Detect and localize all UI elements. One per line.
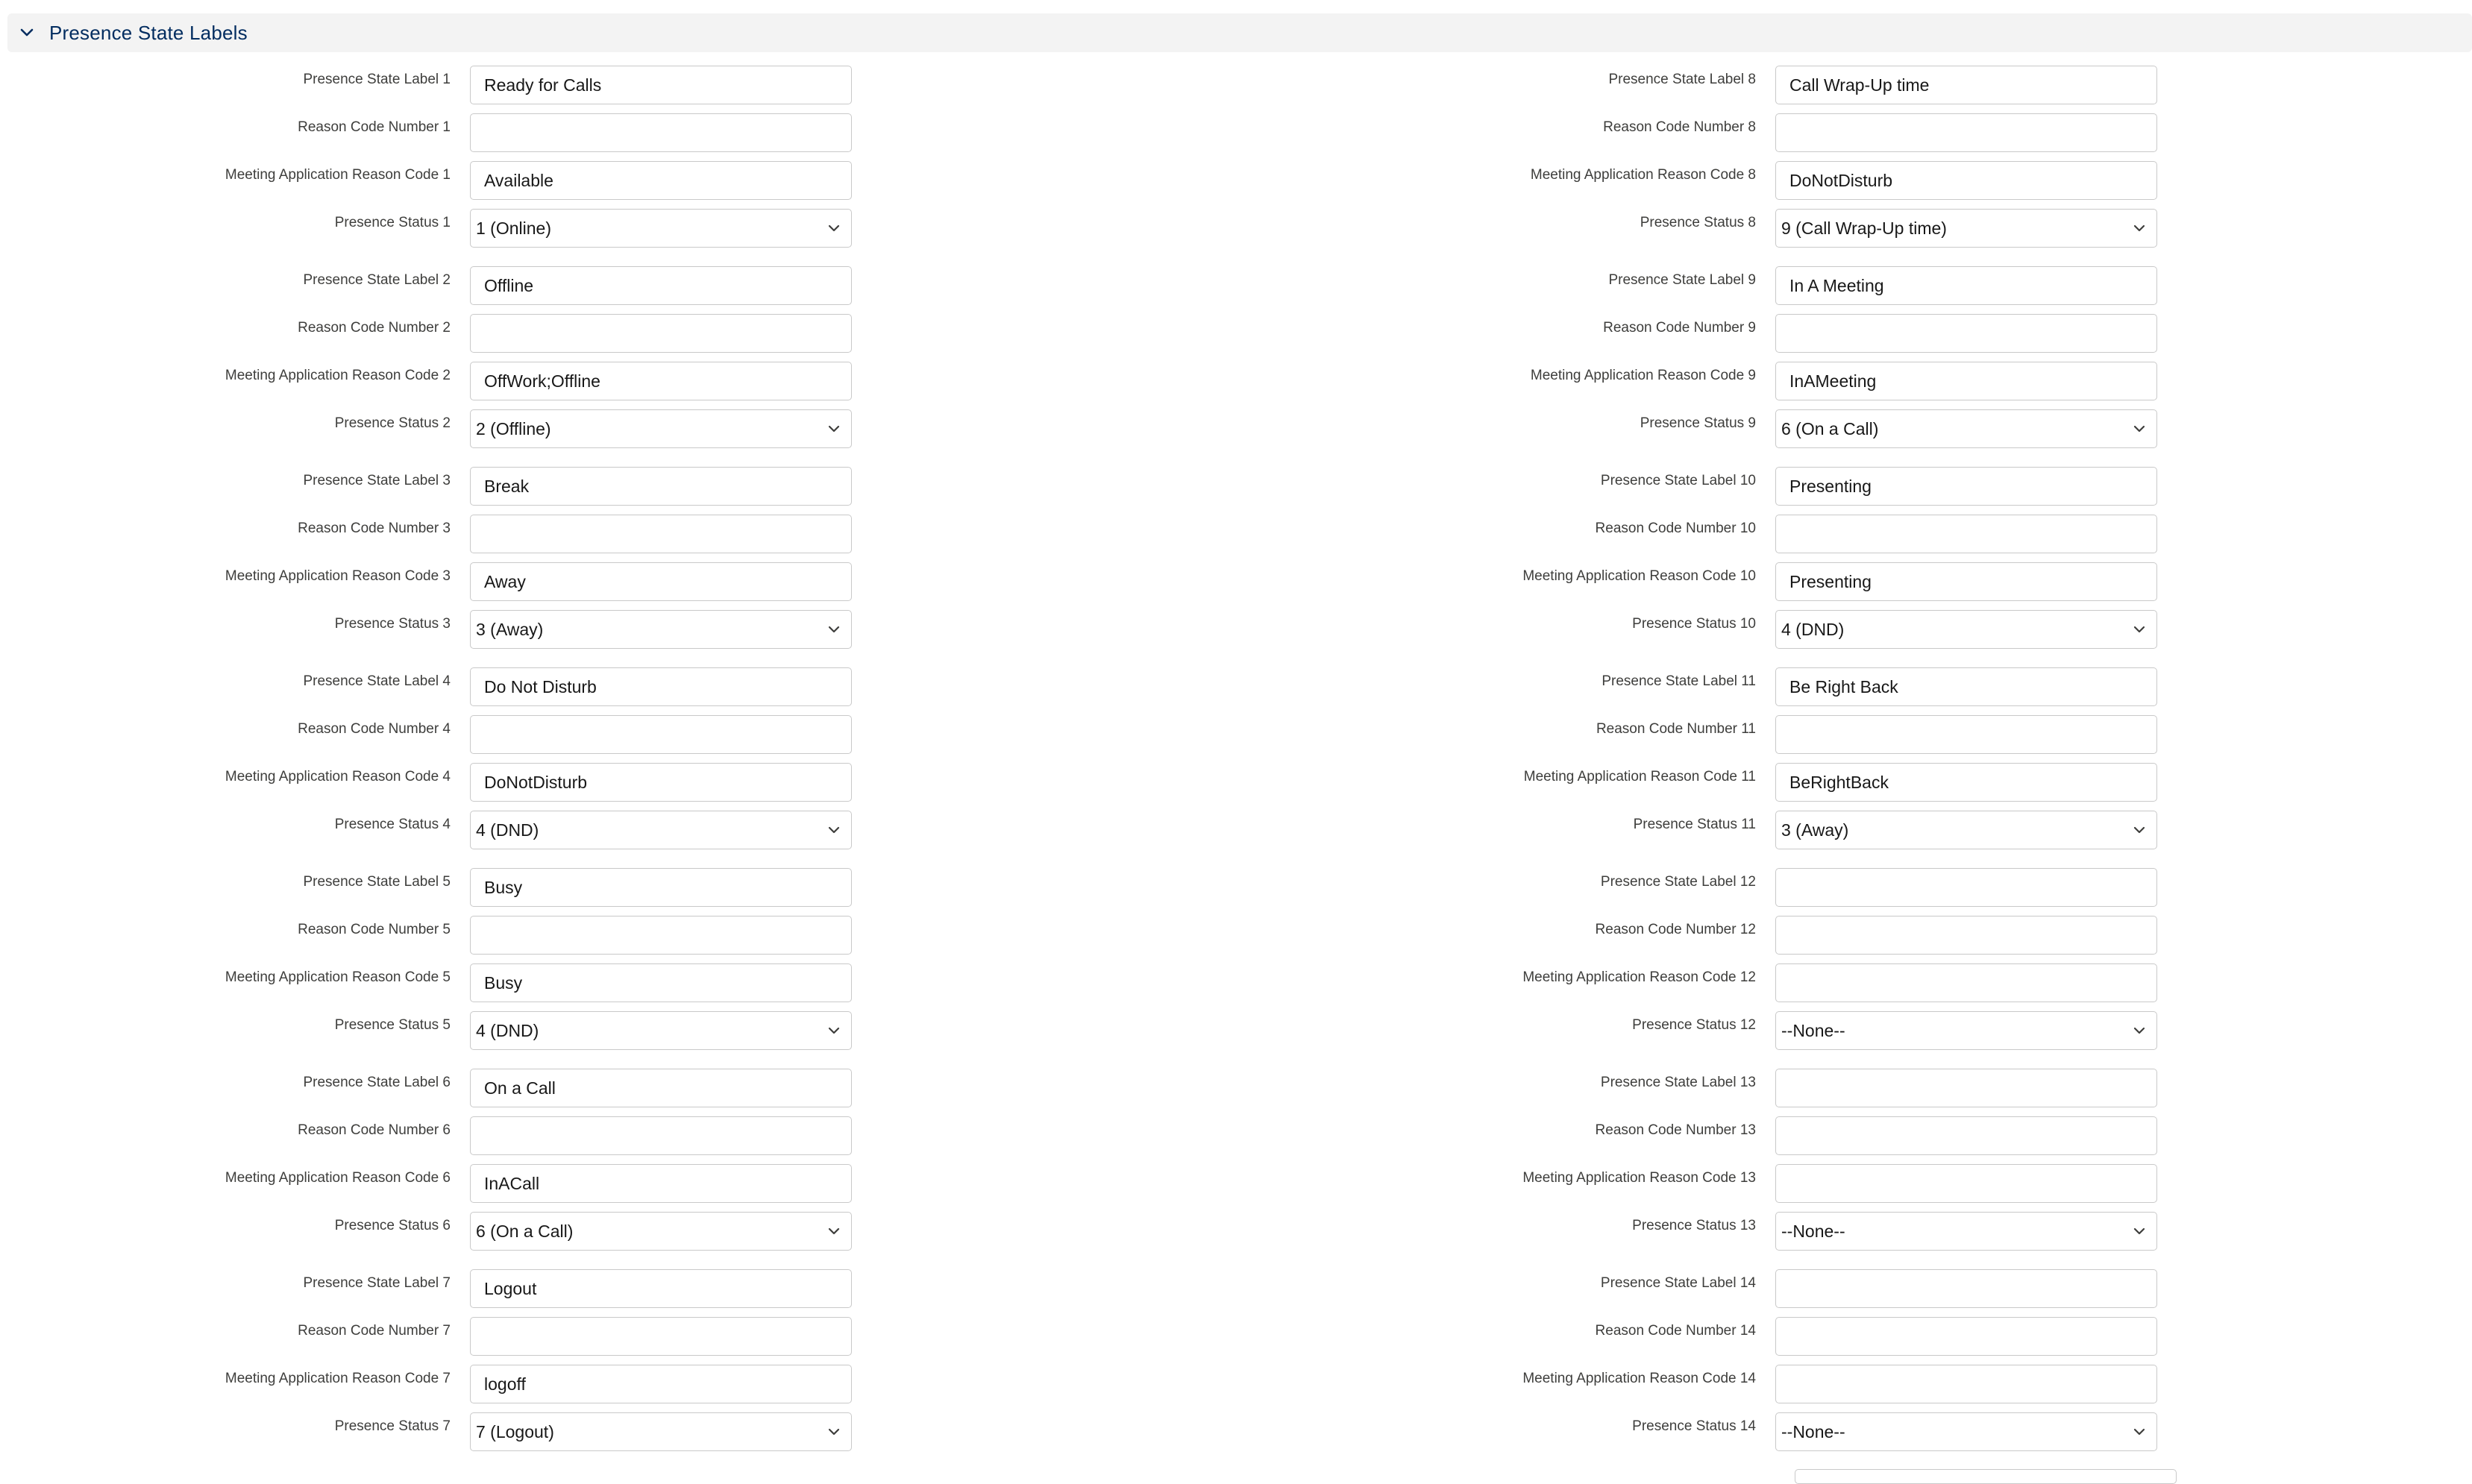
presence-state-label-11-value: Be Right Back (1789, 676, 1898, 697)
chevron-down-icon (826, 421, 842, 437)
reason-code-number-12-label: Reason Code Number 12 (1595, 922, 1756, 937)
presence-status-3-select[interactable] (470, 610, 852, 649)
presence-status-7-label: Presence Status 7 (334, 1418, 451, 1434)
presence-state-label-9-input[interactable] (1775, 266, 2157, 305)
presence-state-label-10-label: Presence State Label 10 (1600, 473, 1756, 488)
form-row (0, 467, 873, 515)
presence-status-13-value: --None-- (1781, 1221, 1845, 1241)
meeting-app-reason-code-2-label: Meeting Application Reason Code 2 (225, 368, 451, 383)
form-row (1305, 113, 2178, 161)
meeting-app-reason-code-2-input[interactable] (470, 362, 852, 400)
presence-state-label-6-value: On a Call (484, 1078, 556, 1098)
presence-state-group-7 (0, 1269, 873, 1460)
meeting-app-reason-code-6-value: InACall (484, 1173, 540, 1193)
reason-code-number-5-input[interactable] (470, 916, 852, 955)
reason-code-number-14-input[interactable] (1775, 1317, 2157, 1356)
form-row (0, 1164, 873, 1212)
presence-state-label-4-value: Do Not Disturb (484, 676, 597, 697)
presence-state-group-13 (1305, 1069, 2178, 1260)
presence-state-label-2-input[interactable] (470, 266, 852, 305)
presence-state-label-3-value: Break (484, 476, 530, 496)
chevron-down-icon (826, 220, 842, 236)
presence-state-label-8-value: Call Wrap-Up time (1789, 75, 1930, 95)
presence-status-11-select[interactable] (1775, 811, 2157, 849)
form-row (1305, 161, 2178, 209)
presence-status-10-label: Presence Status 10 (1632, 616, 1756, 632)
presence-status-3-value: 3 (Away) (476, 619, 544, 639)
presence-status-1-label: Presence Status 1 (334, 215, 451, 230)
meeting-app-reason-code-7-label: Meeting Application Reason Code 7 (225, 1371, 451, 1386)
form-row (0, 610, 873, 658)
form-row (1305, 409, 2178, 457)
meeting-app-reason-code-8-label: Meeting Application Reason Code 8 (1530, 167, 1756, 183)
presence-status-4-value: 4 (DND) (476, 820, 539, 840)
presence-status-7-value: 7 (Logout) (476, 1421, 554, 1441)
form-row (0, 1116, 873, 1164)
next-field-partial[interactable] (1795, 1469, 2177, 1484)
meeting-app-reason-code-2-value: OffWork;Offline (484, 371, 600, 391)
presence-state-label-3-label: Presence State Label 3 (303, 473, 451, 488)
form-row (0, 409, 873, 457)
reason-code-number-3-label: Reason Code Number 3 (298, 521, 451, 536)
meeting-app-reason-code-6-label: Meeting Application Reason Code 6 (225, 1170, 451, 1186)
form-row (0, 1317, 873, 1365)
presence-status-8-select[interactable] (1775, 209, 2157, 248)
reason-code-number-6-label: Reason Code Number 6 (298, 1122, 451, 1138)
presence-status-14-value: --None-- (1781, 1421, 1845, 1441)
meeting-app-reason-code-6-input[interactable] (470, 1164, 852, 1203)
presence-status-4-label: Presence Status 4 (334, 817, 451, 832)
form-row (1305, 916, 2178, 963)
form-row (1305, 610, 2178, 658)
reason-code-number-8-input[interactable] (1775, 113, 2157, 152)
presence-state-label-14-label: Presence State Label 14 (1600, 1275, 1756, 1291)
meeting-app-reason-code-3-value: Away (484, 571, 526, 591)
reason-code-number-7-label: Reason Code Number 7 (298, 1323, 451, 1339)
presence-state-label-6-label: Presence State Label 6 (303, 1075, 451, 1090)
meeting-app-reason-code-1-input[interactable] (470, 161, 852, 200)
meeting-app-reason-code-10-input[interactable] (1775, 562, 2157, 601)
form-row (0, 1212, 873, 1260)
meeting-app-reason-code-7-input[interactable] (470, 1365, 852, 1403)
meeting-app-reason-code-13-label: Meeting Application Reason Code 13 (1522, 1170, 1756, 1186)
form-row (0, 266, 873, 314)
presence-status-13-select[interactable] (1775, 1212, 2157, 1251)
presence-state-group-10 (1305, 467, 2178, 658)
form-row (0, 562, 873, 610)
presence-status-9-value: 6 (On a Call) (1781, 418, 1879, 438)
meeting-app-reason-code-8-input[interactable] (1775, 161, 2157, 200)
meeting-app-reason-code-11-label: Meeting Application Reason Code 11 (1523, 769, 1756, 785)
presence-status-5-value: 4 (DND) (476, 1020, 539, 1040)
presence-state-label-3-input[interactable] (470, 467, 852, 506)
chevron-down-icon (826, 621, 842, 638)
reason-code-number-5-label: Reason Code Number 5 (298, 922, 451, 937)
form-row (1305, 667, 2178, 715)
presence-status-2-select[interactable] (470, 409, 852, 448)
form-row (1305, 1164, 2178, 1212)
meeting-app-reason-code-10-value: Presenting (1789, 571, 1872, 591)
reason-code-number-2-input[interactable] (470, 314, 852, 353)
meeting-app-reason-code-14-label: Meeting Application Reason Code 14 (1522, 1371, 1756, 1386)
presence-state-label-1-label: Presence State Label 1 (303, 72, 451, 87)
presence-status-8-label: Presence Status 8 (1640, 215, 1756, 230)
presence-status-13-label: Presence Status 13 (1632, 1218, 1756, 1233)
presence-status-8-value: 9 (Call Wrap-Up time) (1781, 218, 1947, 238)
meeting-app-reason-code-3-label: Meeting Application Reason Code 3 (225, 568, 451, 584)
presence-state-label-9-label: Presence State Label 9 (1608, 272, 1756, 288)
form-row (0, 362, 873, 409)
presence-status-6-value: 6 (On a Call) (476, 1221, 574, 1241)
reason-code-number-9-input[interactable] (1775, 314, 2157, 353)
presence-state-label-11-input[interactable] (1775, 667, 2157, 706)
presence-state-label-5-input[interactable] (470, 868, 852, 907)
form-row (0, 763, 873, 811)
meeting-app-reason-code-9-label: Meeting Application Reason Code 9 (1530, 368, 1756, 383)
form-row (1305, 1365, 2178, 1412)
presence-status-7-select[interactable] (470, 1412, 852, 1451)
section-title: Presence State Labels (49, 21, 248, 44)
presence-status-1-value: 1 (Online) (476, 218, 551, 238)
presence-state-label-12-label: Presence State Label 12 (1600, 874, 1756, 890)
meeting-app-reason-code-12-label: Meeting Application Reason Code 12 (1522, 969, 1756, 985)
reason-code-number-7-input[interactable] (470, 1317, 852, 1356)
presence-state-group-4 (0, 667, 873, 858)
form-row (1305, 811, 2178, 858)
form-row (0, 113, 873, 161)
form-row (0, 811, 873, 858)
form-row (0, 963, 873, 1011)
form-row (0, 66, 873, 113)
reason-code-number-14-label: Reason Code Number 14 (1595, 1323, 1756, 1339)
form-row (1305, 1069, 2178, 1116)
chevron-down-icon (2131, 621, 2148, 638)
presence-status-11-label: Presence Status 11 (1633, 817, 1756, 832)
presence-state-group-9 (1305, 266, 2178, 457)
reason-code-number-10-input[interactable] (1775, 515, 2157, 553)
form-row (0, 1412, 873, 1460)
presence-state-label-2-value: Offline (484, 275, 534, 295)
meeting-app-reason-code-9-input[interactable] (1775, 362, 2157, 400)
presence-status-12-value: --None-- (1781, 1020, 1845, 1040)
reason-code-number-9-label: Reason Code Number 9 (1603, 320, 1756, 336)
presence-state-label-5-label: Presence State Label 5 (303, 874, 451, 890)
meeting-app-reason-code-7-value: logoff (484, 1374, 526, 1394)
reason-code-number-13-input[interactable] (1775, 1116, 2157, 1155)
form-row (0, 314, 873, 362)
form-row (1305, 314, 2178, 362)
form-row (1305, 1412, 2178, 1460)
presence-state-group-12 (1305, 868, 2178, 1059)
form-row (0, 1269, 873, 1317)
presence-status-5-label: Presence Status 5 (334, 1017, 451, 1033)
presence-state-label-8-label: Presence State Label 8 (1608, 72, 1756, 87)
section-header-presence-state-labels[interactable] (7, 13, 2472, 52)
form-row (1305, 1116, 2178, 1164)
meeting-app-reason-code-5-label: Meeting Application Reason Code 5 (225, 969, 451, 985)
presence-status-12-label: Presence Status 12 (1632, 1017, 1756, 1033)
meeting-app-reason-code-9-value: InAMeeting (1789, 371, 1877, 391)
presence-state-group-3 (0, 467, 873, 658)
chevron-down-icon (826, 1022, 842, 1039)
meeting-app-reason-code-5-input[interactable] (470, 963, 852, 1002)
reason-code-number-3-input[interactable] (470, 515, 852, 553)
form-row (0, 1365, 873, 1412)
form-row (0, 1011, 873, 1059)
presence-state-group-11 (1305, 667, 2178, 858)
presence-status-10-select[interactable] (1775, 610, 2157, 649)
chevron-down-icon (2131, 220, 2148, 236)
form-column-left (0, 66, 873, 1470)
form-row (1305, 66, 2178, 113)
presence-state-label-8-input[interactable] (1775, 66, 2157, 104)
form-row (0, 161, 873, 209)
presence-state-group-6 (0, 1069, 873, 1260)
chevron-down-icon (2131, 421, 2148, 437)
meeting-app-reason-code-14-input[interactable] (1775, 1365, 2157, 1403)
form-row (1305, 763, 2178, 811)
meeting-app-reason-code-4-label: Meeting Application Reason Code 4 (225, 769, 451, 785)
form-area (0, 66, 2472, 1474)
presence-state-label-14-input[interactable] (1775, 1269, 2157, 1308)
presence-state-label-7-input[interactable] (470, 1269, 852, 1308)
reason-code-number-4-label: Reason Code Number 4 (298, 721, 451, 737)
presence-state-label-10-input[interactable] (1775, 467, 2157, 506)
presence-state-label-13-input[interactable] (1775, 1069, 2157, 1107)
presence-state-group-5 (0, 868, 873, 1059)
form-row (1305, 868, 2178, 916)
meeting-app-reason-code-11-value: BeRightBack (1789, 772, 1889, 792)
chevron-down-icon (2131, 822, 2148, 838)
reason-code-number-12-input[interactable] (1775, 916, 2157, 955)
presence-state-label-1-value: Ready for Calls (484, 75, 602, 95)
presence-state-label-5-value: Busy (484, 877, 523, 897)
presence-status-14-label: Presence Status 14 (1632, 1418, 1756, 1434)
reason-code-number-1-label: Reason Code Number 1 (298, 119, 451, 135)
presence-status-6-select[interactable] (470, 1212, 852, 1251)
form-column-right (1305, 66, 2178, 1470)
reason-code-number-2-label: Reason Code Number 2 (298, 320, 451, 336)
chevron-down-icon (2131, 1022, 2148, 1039)
form-row (0, 515, 873, 562)
presence-state-label-4-label: Presence State Label 4 (303, 673, 451, 689)
form-row (1305, 1011, 2178, 1059)
form-row (0, 209, 873, 257)
presence-state-label-9-value: In A Meeting (1789, 275, 1884, 295)
presence-status-14-select[interactable] (1775, 1412, 2157, 1451)
form-row (1305, 715, 2178, 763)
chevron-down-icon (826, 1223, 842, 1239)
presence-status-11-value: 3 (Away) (1781, 820, 1849, 840)
presence-status-4-select[interactable] (470, 811, 852, 849)
presence-state-label-7-label: Presence State Label 7 (303, 1275, 451, 1291)
presence-state-label-4-input[interactable] (470, 667, 852, 706)
presence-status-1-select[interactable] (470, 209, 852, 248)
presence-status-10-value: 4 (DND) (1781, 619, 1845, 639)
reason-code-number-6-input[interactable] (470, 1116, 852, 1155)
presence-state-label-6-input[interactable] (470, 1069, 852, 1107)
form-row (1305, 209, 2178, 257)
form-row (1305, 562, 2178, 610)
meeting-app-reason-code-11-input[interactable] (1775, 763, 2157, 802)
meeting-app-reason-code-1-label: Meeting Application Reason Code 1 (225, 167, 451, 183)
form-row (1305, 963, 2178, 1011)
presence-status-2-value: 2 (Offline) (476, 418, 551, 438)
chevron-down-icon (2131, 1424, 2148, 1440)
form-row (0, 1069, 873, 1116)
presence-state-group-1 (0, 66, 873, 257)
reason-code-number-10-label: Reason Code Number 10 (1595, 521, 1756, 536)
presence-status-9-select[interactable] (1775, 409, 2157, 448)
reason-code-number-11-label: Reason Code Number 11 (1596, 721, 1756, 737)
presence-status-9-label: Presence Status 9 (1640, 415, 1756, 431)
reason-code-number-4-input[interactable] (470, 715, 852, 754)
presence-state-group-14 (1305, 1269, 2178, 1460)
reason-code-number-8-label: Reason Code Number 8 (1603, 119, 1756, 135)
chevron-down-icon (826, 822, 842, 838)
form-row (0, 667, 873, 715)
form-row (1305, 1269, 2178, 1317)
meeting-app-reason-code-8-value: DoNotDisturb (1789, 170, 1893, 190)
meeting-app-reason-code-10-label: Meeting Application Reason Code 10 (1522, 568, 1756, 584)
presence-state-label-12-input[interactable] (1775, 868, 2157, 907)
chevron-down-icon (2131, 1223, 2148, 1239)
chevron-down-icon (826, 1424, 842, 1440)
form-row (0, 916, 873, 963)
meeting-app-reason-code-12-input[interactable] (1775, 963, 2157, 1002)
meeting-app-reason-code-4-value: DoNotDisturb (484, 772, 588, 792)
presence-status-3-label: Presence Status 3 (334, 616, 451, 632)
form-row (0, 868, 873, 916)
presence-state-label-10-value: Presenting (1789, 476, 1872, 496)
meeting-app-reason-code-4-input[interactable] (470, 763, 852, 802)
presence-status-5-select[interactable] (470, 1011, 852, 1050)
chevron-down-icon (18, 24, 36, 42)
meeting-app-reason-code-3-input[interactable] (470, 562, 852, 601)
presence-status-2-label: Presence Status 2 (334, 415, 451, 431)
presence-state-group-2 (0, 266, 873, 457)
reason-code-number-13-label: Reason Code Number 13 (1595, 1122, 1756, 1138)
form-row (1305, 467, 2178, 515)
presence-state-label-1-input[interactable] (470, 66, 852, 104)
form-row (1305, 515, 2178, 562)
form-row (1305, 1317, 2178, 1365)
meeting-app-reason-code-13-input[interactable] (1775, 1164, 2157, 1203)
presence-state-label-2-label: Presence State Label 2 (303, 272, 451, 288)
meeting-app-reason-code-5-value: Busy (484, 972, 523, 993)
presence-status-6-label: Presence Status 6 (334, 1218, 451, 1233)
meeting-app-reason-code-1-value: Available (484, 170, 553, 190)
form-row (1305, 266, 2178, 314)
reason-code-number-1-input[interactable] (470, 113, 852, 152)
form-row (0, 715, 873, 763)
presence-state-label-13-label: Presence State Label 13 (1600, 1075, 1756, 1090)
reason-code-number-11-input[interactable] (1775, 715, 2157, 754)
presence-status-12-select[interactable] (1775, 1011, 2157, 1050)
presence-state-label-11-label: Presence State Label 11 (1602, 673, 1756, 689)
presence-state-label-7-value: Logout (484, 1278, 537, 1298)
form-row (1305, 362, 2178, 409)
presence-state-group-8 (1305, 66, 2178, 257)
form-row (1305, 1212, 2178, 1260)
